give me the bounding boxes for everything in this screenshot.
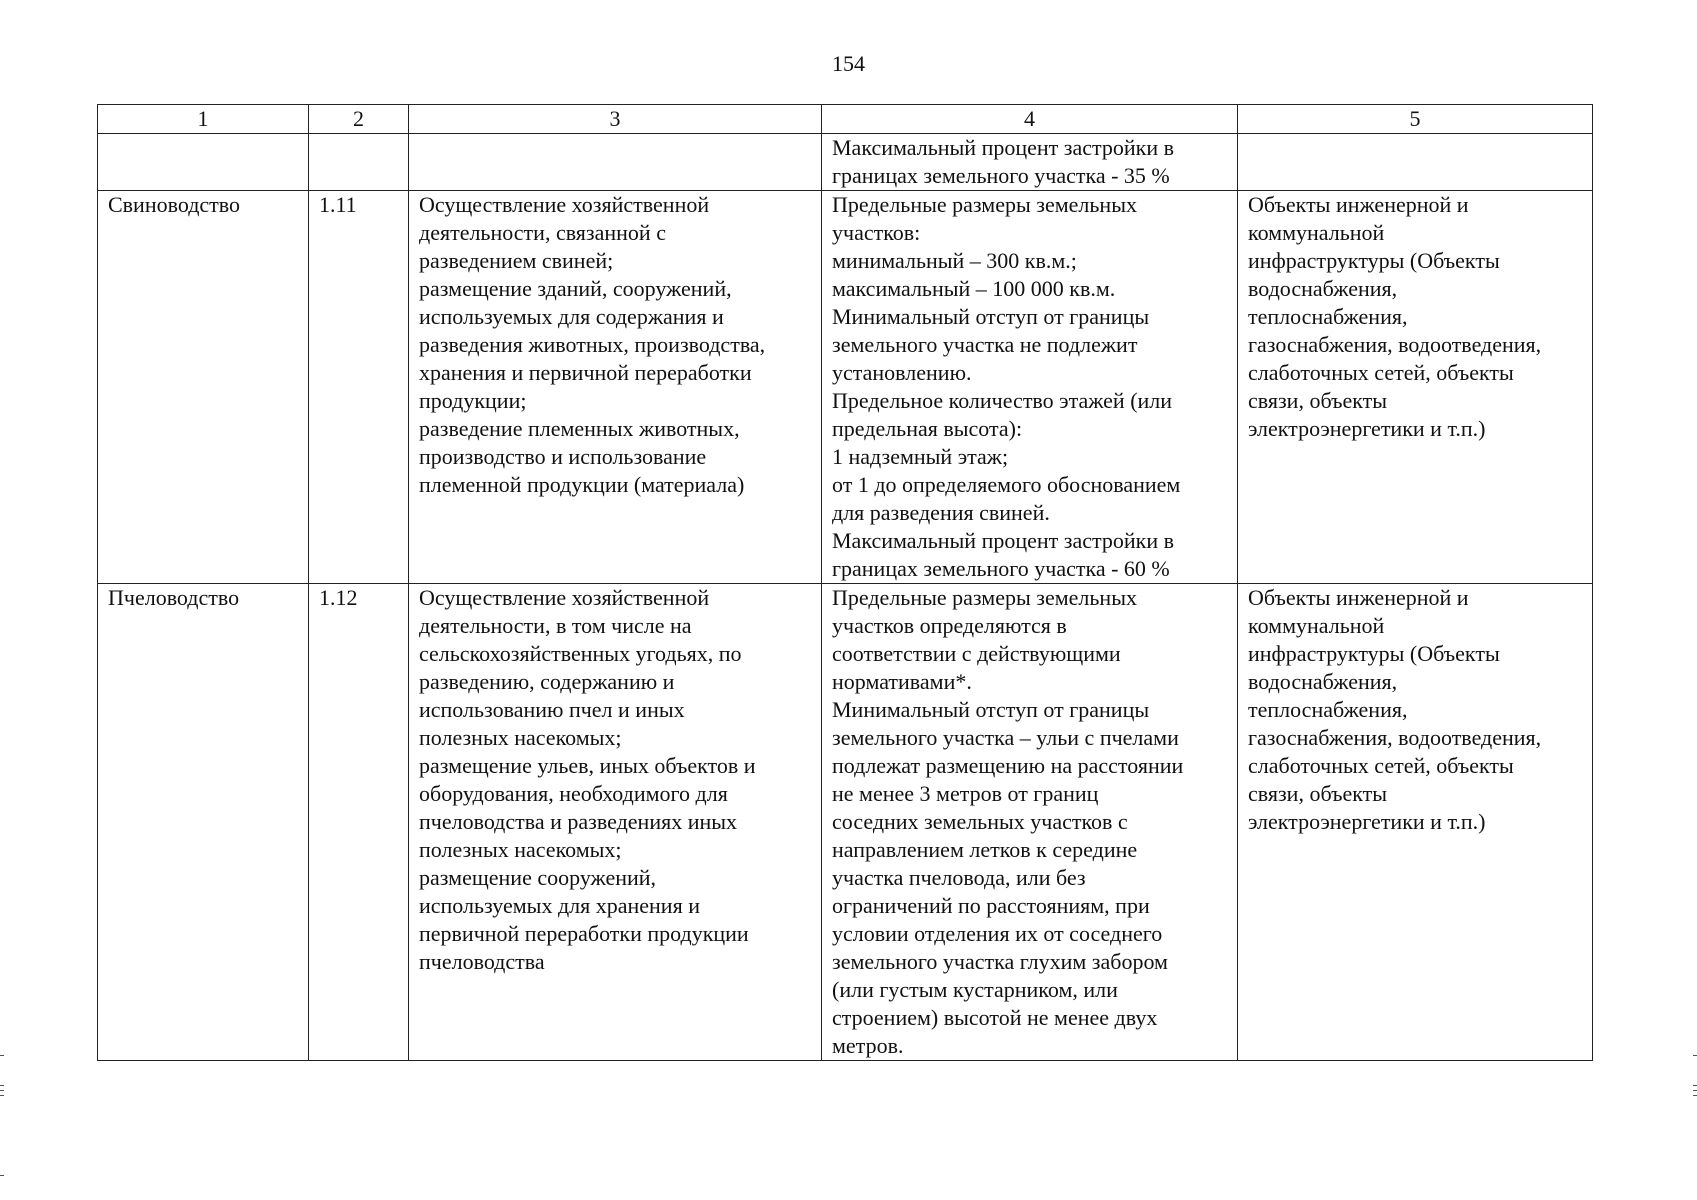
- header-cell: 5: [1238, 105, 1593, 134]
- table-cell-code: 1.11: [309, 191, 409, 584]
- scan-mark: [0, 1095, 4, 1096]
- table-cell-parameters: Предельные размеры земельных участков: минимальный – 300 кв.м.; максимальный – 100 000 кв.м. Минимальный отступ от границы земельного участка не подлежит установлению. Предельное количество этажей (или предельная высота): 1 надземный этаж; от 1 до определяемого обоснованием для разведения свиней. Максимальный процент застройки в границах земельного участка - 60 %: [822, 191, 1238, 584]
- table-cell-parameters: Максимальный процент застройки в границах земельного участка - 35 %: [822, 134, 1238, 191]
- scan-mark: [1693, 1095, 1697, 1096]
- table-row: [98, 584, 1593, 1061]
- table-cell-auxiliary: Объекты инженерной и коммунальной инфраструктуры (Объекты водоснабжения, теплоснабжения, газоснабжения, водоотведения, слаботочных сетей, объекты связи, объекты электроэнергетики и т.п.): [1238, 584, 1593, 1061]
- header-cell: 4: [822, 105, 1238, 134]
- scan-mark: [1693, 1090, 1697, 1091]
- scan-mark: [0, 1175, 4, 1176]
- table-cell-description: Осуществление хозяйственной деятельности, связанной с разведением свиней; размещение зданий, сооружений, используемых для содержания и разведения животных, производства, хранения и первичной переработки продукции; разведение племенных животных, производство и использование племенной продукции (материала): [409, 191, 822, 584]
- scan-mark: [0, 1085, 4, 1086]
- zoning-table: [97, 104, 1593, 1061]
- header-cell: 3: [409, 105, 822, 134]
- table-cell-parameters: Предельные размеры земельных участков определяются в соответствии с действующими нормативами*. Минимальный отступ от границы земельного участка – ульи с пчелами подлежат размещению на расстоянии не менее 3 метров от границ соседних земельных участков с направлением летков к середине участка пчеловода, или без ограничений по расстояниям, при условии отделения их от соседнего земельного участка глухим забором (или густым кустарником, или строением) высотой не менее двух метров.: [822, 584, 1238, 1061]
- scan-mark: [1693, 1055, 1697, 1056]
- table-cell-auxiliary: Объекты инженерной и коммунальной инфраструктуры (Объекты водоснабжения, теплоснабжения, газоснабжения, водоотведения, слаботочных сетей, объекты связи, объекты электроэнергетики и т.п.): [1238, 191, 1593, 584]
- scan-mark: [0, 1090, 4, 1091]
- table-cell-description: Осуществление хозяйственной деятельности, в том числе на сельскохозяйственных угодьях, по разведению, содержанию и использованию пчел и иных полезных насекомых; размещение ульев, иных объектов и оборудования, необходимого для пчеловодства и разведениях иных полезных насекомых; размещение сооружений, используемых для хранения и первичной переработки продукции пчеловодства: [409, 584, 822, 1061]
- page-number: 154: [832, 51, 865, 76]
- table-cell-auxiliary: [1238, 134, 1593, 191]
- table-row: [98, 191, 1593, 584]
- header-cell: 1: [98, 105, 309, 134]
- table-cell-code: [309, 134, 409, 191]
- table-cell-use-name: [98, 134, 309, 191]
- table-row: [98, 134, 1593, 191]
- scan-mark: [0, 1055, 4, 1056]
- table-cell-description: [409, 134, 822, 191]
- table-cell-use-name: Пчеловодство: [98, 584, 309, 1061]
- table-header-row: [98, 105, 1593, 134]
- table-cell-use-name: Свиноводство: [98, 191, 309, 584]
- header-cell: 2: [309, 105, 409, 134]
- scan-mark: [1693, 1085, 1697, 1086]
- table-cell-code: 1.12: [309, 584, 409, 1061]
